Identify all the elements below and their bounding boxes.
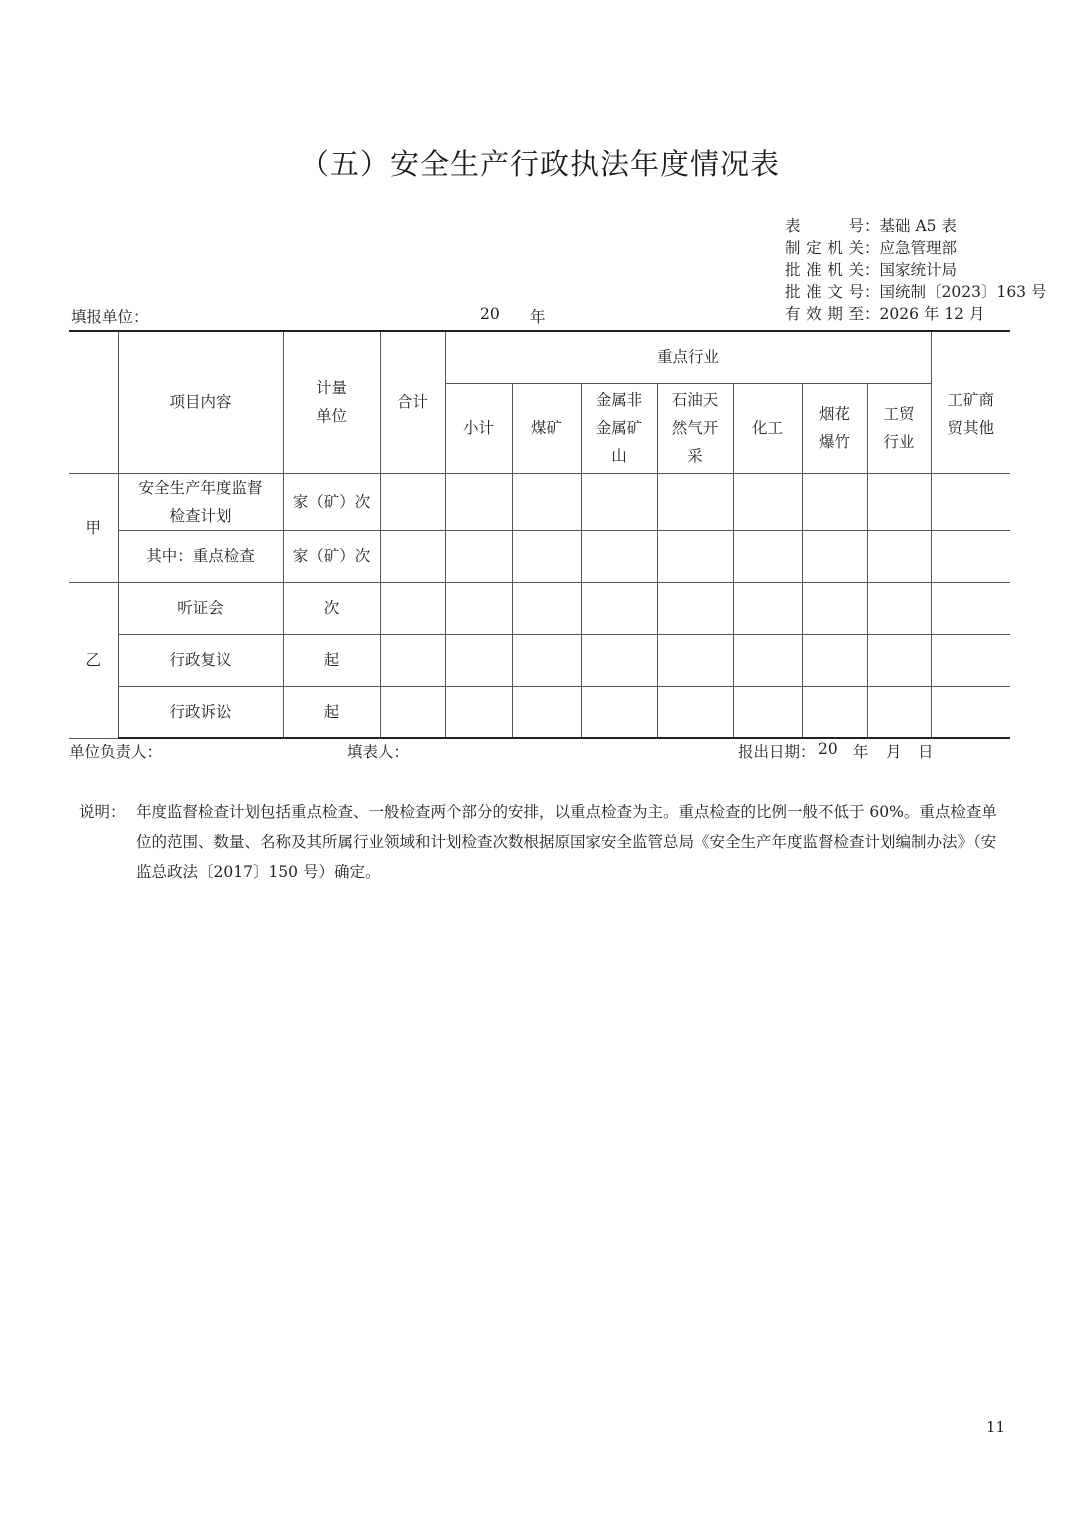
table-row bbox=[69, 582, 1010, 634]
header-oil: 石油天 然气开 采 bbox=[657, 383, 733, 473]
row-item: 安全生产年度监督 检查计划 bbox=[118, 473, 283, 530]
group-label: 甲 bbox=[69, 473, 118, 582]
cell bbox=[512, 473, 581, 530]
meta-form-number: 表号：基础 A5 表 bbox=[785, 217, 957, 235]
group-label: 乙 bbox=[69, 582, 118, 738]
meta-issuer: 制定机关：应急管理部 bbox=[785, 239, 958, 257]
header-chem: 化工 bbox=[733, 383, 802, 473]
meta-key: 批准机关 bbox=[785, 261, 864, 279]
cell bbox=[445, 530, 512, 582]
cell bbox=[802, 473, 867, 530]
meta-value: 2026 年 12 月 bbox=[879, 305, 985, 323]
cell bbox=[867, 686, 931, 738]
meta-value: 基础 A5 表 bbox=[879, 217, 957, 235]
cell bbox=[802, 634, 867, 686]
header-total: 合计 bbox=[380, 331, 445, 473]
meta-key: 批准文号 bbox=[785, 283, 864, 301]
cell bbox=[931, 473, 1010, 530]
header-other: 工矿商 贸其他 bbox=[931, 331, 1010, 473]
cell bbox=[733, 530, 802, 582]
cell bbox=[931, 634, 1010, 686]
cell bbox=[867, 634, 931, 686]
statistics-table bbox=[69, 330, 1010, 739]
header-subtotal: 小计 bbox=[445, 383, 512, 473]
row-item: 行政复议 bbox=[118, 634, 283, 686]
cell bbox=[380, 530, 445, 582]
header-unit: 计量 单位 bbox=[283, 331, 380, 473]
table-row bbox=[69, 530, 1010, 582]
cell bbox=[581, 582, 657, 634]
meta-approver: 批准机关：国家统计局 bbox=[785, 261, 958, 279]
cell bbox=[445, 582, 512, 634]
cell bbox=[733, 634, 802, 686]
row-item: 行政诉讼 bbox=[118, 686, 283, 738]
row-unit: 次 bbox=[283, 582, 380, 634]
header-coal: 煤矿 bbox=[512, 383, 581, 473]
row-unit: 家（矿）次 bbox=[283, 530, 380, 582]
header-metal: 金属非 金属矿 山 bbox=[581, 383, 657, 473]
row-unit: 家（矿）次 bbox=[283, 473, 380, 530]
cell bbox=[733, 473, 802, 530]
fill-year-suffix: 年 bbox=[530, 308, 546, 326]
meta-value: 国统制〔2023〕163 号 bbox=[879, 283, 1047, 301]
cell bbox=[581, 473, 657, 530]
cell bbox=[512, 582, 581, 634]
note-label: 说明： bbox=[79, 803, 126, 821]
footer-month-char: 月 bbox=[886, 743, 902, 761]
cell bbox=[733, 686, 802, 738]
table-row bbox=[69, 634, 1010, 686]
footer-year-char: 年 bbox=[853, 743, 869, 761]
cell bbox=[867, 582, 931, 634]
row-unit: 起 bbox=[283, 634, 380, 686]
cell bbox=[657, 582, 733, 634]
cell bbox=[802, 686, 867, 738]
fill-unit-label: 填报单位： bbox=[71, 308, 149, 326]
cell bbox=[931, 686, 1010, 738]
cell bbox=[512, 686, 581, 738]
footer-leader: 单位负责人： bbox=[69, 743, 163, 761]
cell bbox=[445, 473, 512, 530]
fill-year-prefix: 20 bbox=[480, 305, 500, 323]
cell bbox=[733, 582, 802, 634]
cell bbox=[445, 634, 512, 686]
header-trade: 工贸 行业 bbox=[867, 383, 931, 473]
row-unit: 起 bbox=[283, 686, 380, 738]
header-item: 项目内容 bbox=[118, 331, 283, 473]
cell bbox=[512, 634, 581, 686]
table-row bbox=[69, 473, 1010, 530]
cell bbox=[380, 634, 445, 686]
footer-day-char: 日 bbox=[918, 743, 934, 761]
cell bbox=[802, 530, 867, 582]
cell bbox=[657, 634, 733, 686]
cell bbox=[802, 582, 867, 634]
footer-date-year: 20 bbox=[818, 740, 838, 758]
footer-date-label: 报出日期： bbox=[738, 743, 816, 761]
cell bbox=[581, 530, 657, 582]
meta-value: 应急管理部 bbox=[879, 239, 958, 257]
cell bbox=[512, 530, 581, 582]
meta-key: 有效期至 bbox=[785, 305, 864, 323]
cell bbox=[657, 473, 733, 530]
cell bbox=[657, 530, 733, 582]
page-title: （五）安全生产行政执法年度情况表 bbox=[299, 147, 780, 181]
row-item: 听证会 bbox=[118, 582, 283, 634]
meta-valid-until: 有效期至：2026 年 12 月 bbox=[785, 305, 985, 323]
cell bbox=[581, 686, 657, 738]
meta-key: 制定机关 bbox=[785, 239, 864, 257]
cell bbox=[657, 686, 733, 738]
cell bbox=[867, 473, 931, 530]
explanatory-note bbox=[79, 797, 1009, 887]
header-fireworks: 烟花 爆竹 bbox=[802, 383, 867, 473]
cell bbox=[380, 686, 445, 738]
meta-value: 国家统计局 bbox=[879, 261, 958, 279]
note-text: 年度监督检查计划包括重点检查、一般检查两个部分的安排，以重点检查为主。重点检查的比例一般不低于 60%。重点检查单位的范围、数量、名称及其所属行业领域和计划检查次数根据原国家安全监管总局《安全生产年度监督检查计划编制办法》（安监总政法〔2017〕150 号）确定。 bbox=[136, 803, 997, 881]
cell bbox=[380, 473, 445, 530]
header-group-blank bbox=[69, 331, 118, 473]
page-number: 11 bbox=[986, 1418, 1006, 1436]
row-item: 其中：重点检查 bbox=[118, 530, 283, 582]
meta-key: 表号 bbox=[785, 217, 864, 235]
cell bbox=[380, 582, 445, 634]
cell bbox=[931, 530, 1010, 582]
meta-approval-doc: 批准文号：国统制〔2023〕163 号 bbox=[785, 283, 1047, 301]
cell bbox=[581, 634, 657, 686]
table-row bbox=[69, 686, 1010, 738]
cell bbox=[931, 582, 1010, 634]
cell bbox=[445, 686, 512, 738]
header-key-industry: 重点行业 bbox=[445, 331, 931, 383]
cell bbox=[867, 530, 931, 582]
footer-filler: 填表人： bbox=[347, 743, 410, 761]
